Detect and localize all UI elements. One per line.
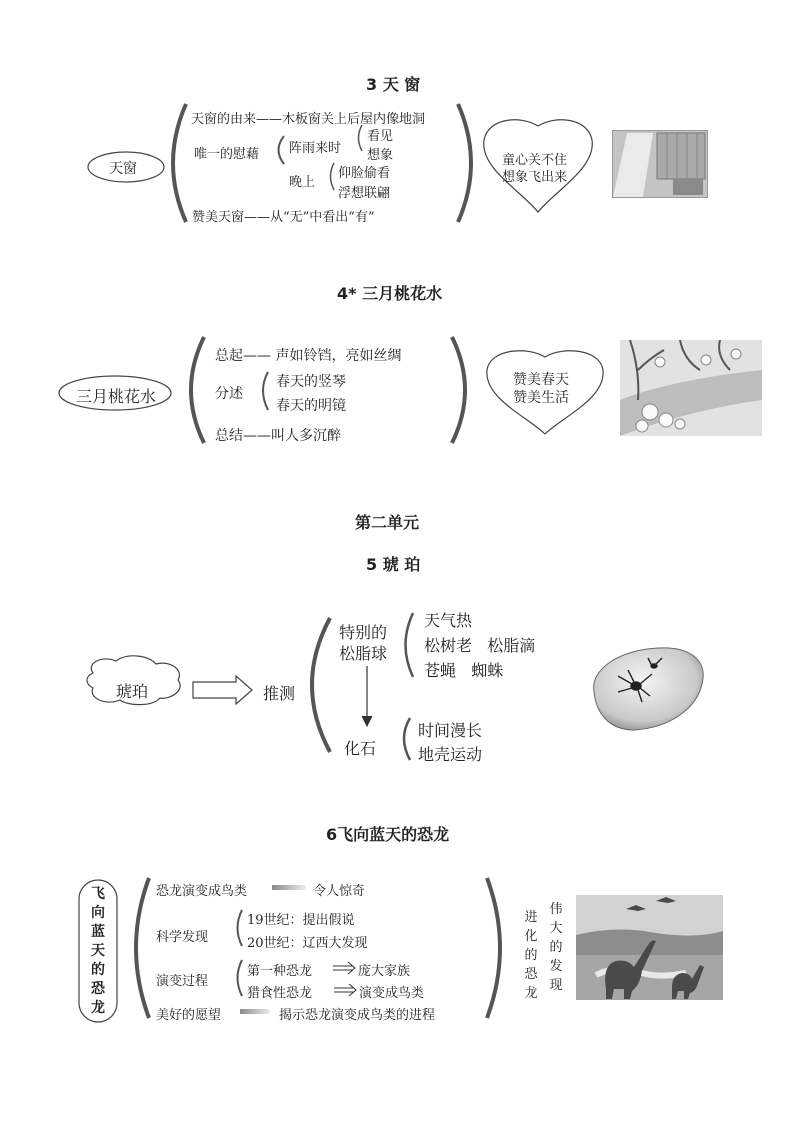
lesson5-ball-item: 苍蝇 蜘蛛 — [424, 661, 504, 680]
lesson3-right-brace — [458, 104, 471, 222]
lesson4-summary: 总结——叫人多沉醉 — [215, 428, 341, 444]
lesson3-praise: 赞美天窗——从“无”中看出“有” — [192, 210, 375, 225]
lesson6-row2-item: 20世纪：辽西大发现 — [247, 936, 368, 951]
lesson6-side-col1: 进 化 的 恐 龙 — [524, 910, 538, 1001]
lesson5-fossil-item: 地壳运动 — [418, 745, 483, 764]
lesson3-night: 晚上 — [289, 175, 316, 190]
lesson5-infer: 推测 — [263, 684, 296, 703]
lesson3-origin: 天窗的由来——木板窗关上后屋内像地洞 — [191, 112, 426, 127]
lesson3-topic: 天窗 — [109, 161, 137, 177]
lesson3-rain-item: 看见 — [367, 129, 394, 144]
lesson6-row3-a1: 第一种恐龙 — [247, 964, 313, 979]
lesson6-topic: 飞 向 蓝 天 的 恐 龙 — [91, 886, 105, 1016]
lesson4-intro: 总起—— 声如铃铛，亮如丝绸 — [215, 348, 402, 364]
lesson5-ball-item: 松树老 松脂滴 — [424, 636, 536, 655]
dinosaur-illustration — [576, 895, 723, 1000]
lesson4-detail-label: 分述 — [215, 386, 243, 402]
lesson6-title: 6飞向蓝天的恐龙 — [326, 825, 450, 844]
lesson6-row3-b2: 演变成鸟类 — [359, 986, 425, 1001]
connector-bar — [272, 885, 306, 890]
lesson5-topic: 琥珀 — [116, 682, 149, 701]
lesson4-detail-item: 春天的明镜 — [276, 398, 346, 414]
connector-bar — [240, 1009, 270, 1014]
lesson3-comfort-label: 唯一的慰藉 — [194, 147, 260, 162]
lesson6-row4-value: 揭示恐龙演变成鸟类的进程 — [279, 1008, 436, 1023]
skylight-illustration — [612, 130, 708, 198]
lesson5-ball-item: 天气热 — [424, 611, 473, 630]
amber-illustration — [588, 640, 708, 732]
lesson5-fossil-item: 时间漫长 — [418, 721, 483, 740]
arrow-icon — [193, 676, 252, 704]
lesson4-heart-line: 赞美春天 — [513, 372, 569, 388]
lesson4-heart-line: 赞美生活 — [513, 390, 569, 406]
lesson6-row1-label: 恐龙演变成鸟类 — [156, 884, 248, 899]
lesson6-row3-label: 演变过程 — [156, 974, 209, 989]
lesson4-detail-item: 春天的竖琴 — [276, 374, 346, 390]
lesson4-topic: 三月桃花水 — [76, 387, 157, 406]
lesson4-title: 4* 三月桃花水 — [337, 284, 443, 303]
lesson6-row3-a2: 庞大家族 — [358, 964, 411, 979]
lesson6-row3-b1: 猎食性恐龙 — [247, 986, 313, 1001]
lesson3-title: 3 天 窗 — [366, 75, 421, 94]
lesson3-heart-line: 童心关不住 — [502, 153, 568, 168]
lesson6-row1-value: 令人惊奇 — [313, 884, 366, 899]
lesson3-heart-line: 想象飞出来 — [502, 170, 568, 185]
peach-blossom-illustration — [620, 340, 762, 436]
lesson3-rain-item: 想象 — [367, 148, 394, 163]
lesson6-side-col2: 伟 大 的 发 现 — [549, 902, 563, 993]
unit-title: 第二单元 — [355, 513, 420, 532]
lesson5-ball-label: 特别的 — [339, 623, 388, 642]
lesson5-ball-label: 松脂球 — [339, 644, 388, 663]
lesson5-fossil: 化石 — [344, 739, 377, 758]
lesson3-left-brace — [173, 104, 186, 222]
lesson5-title: 5 琥 珀 — [366, 555, 421, 574]
lesson6-row2-item: 19世纪：提出假说 — [247, 913, 355, 928]
lesson3-night-item: 浮想联翩 — [338, 186, 391, 201]
lesson6-row2-label: 科学发现 — [156, 930, 209, 945]
lesson3-night-item: 仰脸偷看 — [338, 166, 391, 181]
lesson6-row4-label: 美好的愿望 — [156, 1008, 222, 1023]
lesson3-rain: 阵雨来时 — [289, 141, 342, 156]
